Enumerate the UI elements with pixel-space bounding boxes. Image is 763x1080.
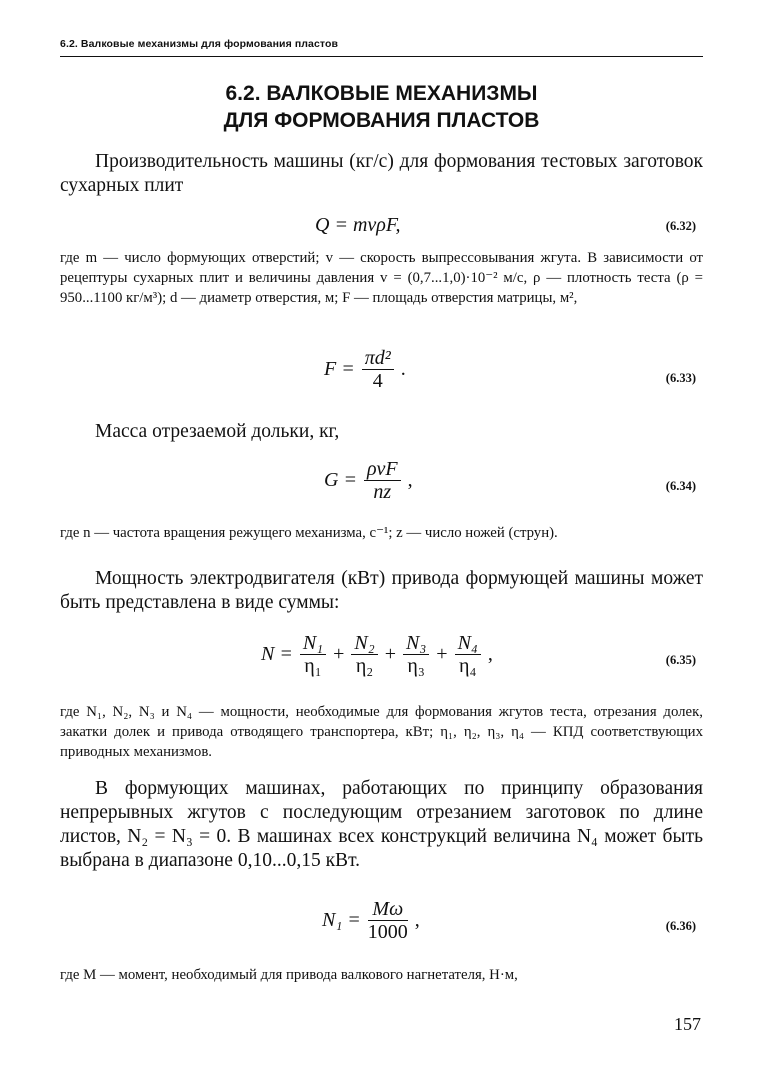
- equation-6-32-text: Q = mvρF,: [315, 214, 401, 236]
- equation-number-6-36: (6.36): [665, 919, 696, 933]
- equation-6-35-tail: ,: [487, 643, 493, 665]
- equation-6-35-term-3: [403, 632, 429, 677]
- paragraph-machines: В формующих машинах, работающих по принципу образования непрерывных жгутов с последующим отрезанием заготовок по длине листов, N₂ = N₃ = 0. В машинах всех конструкций величина N₄ может быть выбрана в диапазоне 0,10...0,15 кВт.: [60, 778, 703, 871]
- section-title-line-2: ДЛЯ ФОРМОВАНИЯ ПЛАСТОВ: [223, 109, 540, 132]
- equation-6-34-fraction: [364, 458, 401, 503]
- equation-6-33-denominator: 4: [372, 370, 383, 392]
- section-title-line-1: 6.2. ВАЛКОВЫЕ МЕХАНИЗМЫ: [225, 82, 538, 105]
- equation-6-33: [320, 347, 410, 392]
- equation-6-35-plus-1: +: [333, 643, 345, 665]
- equation-6-33-numerator: πd²: [362, 347, 394, 370]
- equation-6-32: [315, 214, 401, 237]
- paragraph-productivity: Производительность машины (кг/с) для формования тестовых заготовок сухарных плит: [60, 151, 703, 196]
- section-title: [60, 80, 703, 134]
- equation-6-36-denominator: 1000: [367, 921, 408, 943]
- equation-6-36-numerator: Mω: [368, 898, 408, 921]
- equation-6-35-plus-3: +: [436, 643, 448, 665]
- equation-number-6-35: (6.35): [665, 653, 696, 667]
- equation-6-35-term-4: [455, 632, 481, 677]
- running-header: 6.2. Валковые механизмы для формования пластов: [60, 38, 339, 50]
- equation-6-36-lhs: N₁ =: [322, 909, 361, 931]
- equation-6-35-lhs: N =: [261, 643, 293, 665]
- equation-6-34-denominator: nz: [373, 481, 392, 503]
- equation-6-35-term-2-num: N₂: [351, 632, 377, 655]
- equation-number-6-33: (6.33): [665, 371, 696, 385]
- paragraph-definitions-3: где N₁, N₂, N₃ и N₄ — мощности, необходимые для формования жгутов теста, отрезания долек, закатки долек и привода отводящего транспортера, кВт; η₁, η₂, η₃, η₄ — КПД соответствующих приводных механизмов.: [60, 704, 703, 760]
- equation-number-6-34: (6.34): [665, 479, 696, 493]
- equation-6-34-tail: ,: [407, 469, 413, 491]
- equation-6-35-term-4-den: η₄: [459, 655, 477, 677]
- equation-6-35-term-1-den: η₁: [304, 655, 322, 677]
- equation-6-35-term-1: [300, 632, 326, 677]
- paragraph-mass: Масса отрезаемой дольки, кг,: [95, 421, 340, 442]
- equation-6-36-tail: ,: [414, 909, 420, 931]
- paragraph-definitions-4: где M — момент, необходимый для привода валкового нагнетателя, Н·м,: [60, 967, 518, 983]
- equation-6-33-lhs: F =: [324, 358, 355, 380]
- equation-6-35-term-2: [351, 632, 377, 677]
- equation-6-35-term-3-num: N₃: [403, 632, 429, 655]
- equation-6-35-term-2-den: η₂: [355, 655, 374, 677]
- paragraph-definitions-2: где n — частота вращения режущего механизма, с⁻¹; z — число ножей (струн).: [60, 525, 558, 541]
- page-number: 157: [674, 1014, 701, 1034]
- paragraph-power: Мощность электродвигателя (кВт) привода формующей машины может быть представлена в виде суммы:: [60, 568, 703, 613]
- equation-6-34-numerator: ρvF: [364, 458, 401, 481]
- paragraph-definitions-1: где m — число формующих отверстий; v — скорость выпрессовывания жгута. В зависимости от рецептуры сухарных плит и величины давления v = (0,7...1,0)·10⁻² м/с, ρ — плотность теста (ρ = 950...1100 кг/м³); d — диаметр отверстия, м; F — площадь отверстия матрицы, м²,: [60, 250, 703, 306]
- equation-number-6-32: (6.32): [665, 219, 696, 233]
- equation-6-35-plus-2: +: [384, 643, 396, 665]
- equation-6-34-lhs: G =: [324, 469, 357, 491]
- equation-6-35-term-1-num: N₁: [300, 632, 326, 655]
- equation-6-35-term-4-num: N₄: [455, 632, 481, 655]
- header-rule: [60, 56, 703, 57]
- equation-6-34: [320, 458, 417, 503]
- equation-6-33-fraction: [362, 347, 394, 392]
- equation-6-33-tail: .: [400, 358, 406, 380]
- equation-6-36-fraction: [368, 898, 408, 943]
- equation-6-35: [257, 632, 497, 677]
- equation-6-36: [318, 898, 424, 943]
- equation-6-35-term-3-den: η₃: [407, 655, 425, 677]
